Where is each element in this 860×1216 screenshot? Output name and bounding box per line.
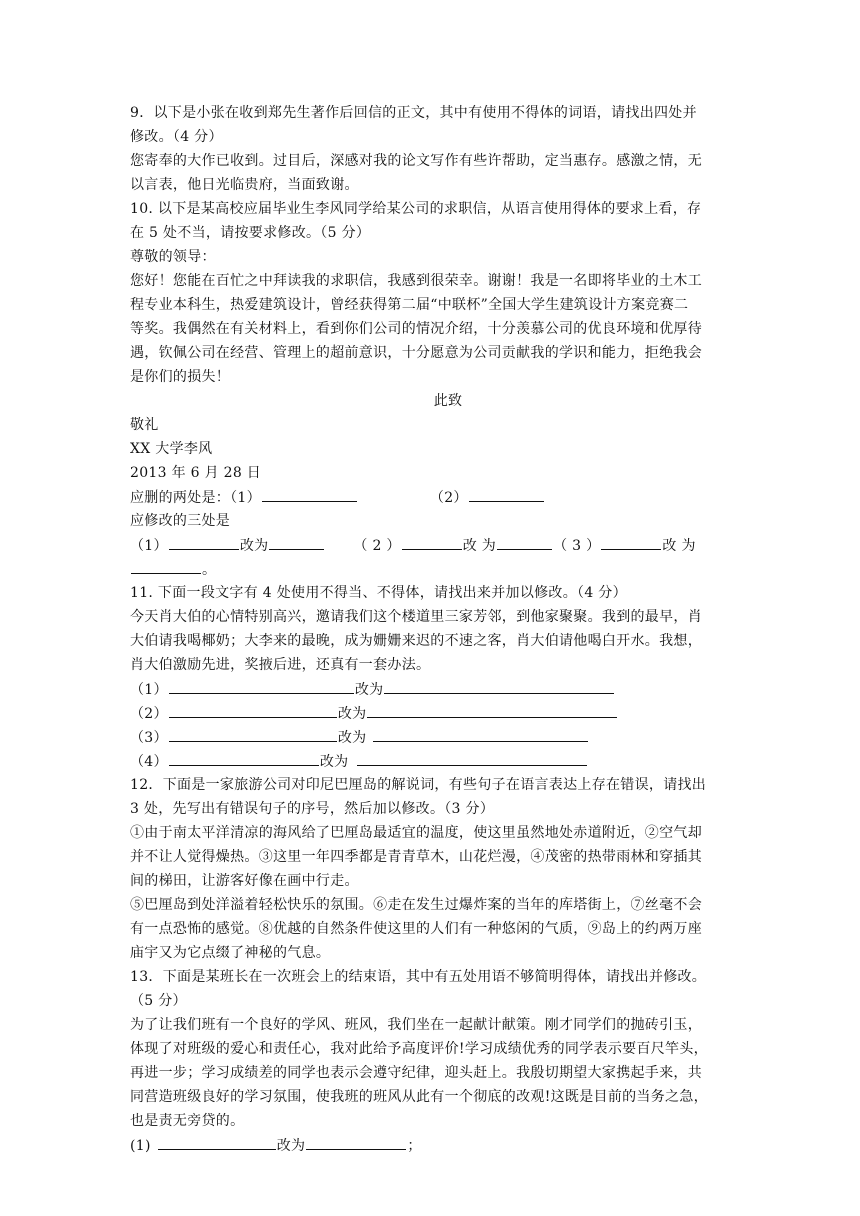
modify-answer-row-cont — [130, 557, 730, 581]
answer-blank[interactable] — [469, 485, 544, 502]
answer-blank[interactable] — [306, 1133, 406, 1150]
question-12-text: 间的梯田，让游客好像在画中行走。 — [130, 873, 359, 889]
answer-blank[interactable] — [169, 533, 239, 550]
answer-blank[interactable] — [169, 701, 337, 718]
letter-signature: XX 大学李风 — [130, 441, 213, 457]
answer-number: (1) — [130, 1138, 151, 1154]
answer-blank[interactable] — [601, 533, 661, 550]
question-12-text: ⑤巴厘岛到处洋溢着轻松快乐的氛围。⑥走在发生过爆炸案的当年的库塔街上，⑦丝毫不会 — [130, 897, 702, 913]
answer-blank[interactable] — [169, 677, 354, 694]
answer-row-3 — [130, 725, 730, 749]
modify-number-3: （ 3 ） — [553, 538, 601, 554]
answer-to: 改为 — [319, 754, 349, 770]
answer-row-2 — [130, 701, 730, 725]
question-12 — [130, 773, 730, 965]
question-10-title: 10. 以下是某高校应届毕业生李风同学给某公司的求职信，从语言使用得体的要求上看，存 — [130, 201, 702, 217]
question-11-title: 11. 下面一段文字有 4 处使用不得当、不得体，请找出来并加以修改。（4 分） — [130, 585, 627, 601]
modify-number-2: （ 2 ） — [353, 538, 401, 554]
modify-number-1: （1） — [130, 538, 168, 554]
answer-row-1 — [130, 1133, 730, 1157]
answer-blank[interactable] — [169, 749, 319, 766]
exam-page — [130, 101, 730, 1157]
question-9 — [130, 101, 730, 197]
question-11-text: 大伯请我喝椰奶；大李来的最晚，成为姗姗来迟的不速之客，肖大伯请他喝白开水。我想， — [130, 633, 702, 649]
end-mark: 。 — [202, 562, 217, 578]
answer-to: 改为 — [276, 1138, 306, 1154]
answer-blank[interactable] — [262, 485, 357, 502]
delete-label: 应删的两处是：（1） — [130, 490, 261, 506]
question-9-text: 您寄奉的大作已收到。过目后，深感对我的论文写作有些许帮助，定当惠存。感激之情，无 — [130, 153, 702, 169]
letter-body-line: 您好！您能在百忙之中拜读我的求职信，我感到很荣幸。谢谢！我是一名即将毕业的土木工 — [130, 273, 702, 289]
answer-number: （3） — [130, 730, 168, 746]
modify-answer-row — [130, 533, 730, 557]
question-9-title-cont: 修改。（4 分） — [130, 129, 223, 145]
modify-to-2: 改 为 — [462, 538, 497, 554]
question-11-text: 肖大伯激励先进，奖掖后进，还真有一套办法。 — [130, 657, 431, 673]
answer-blank[interactable] — [402, 533, 462, 550]
question-10 — [130, 197, 730, 581]
answer-to: 改为 — [354, 682, 384, 698]
question-13-text: 也是责无旁贷的。 — [130, 1113, 245, 1129]
letter-closing-1: 此致 — [433, 393, 463, 409]
question-12-title: 12．下面是一家旅游公司对印尼巴厘岛的解说词，有些句子在语言表达上存在错误，请找出 — [130, 777, 707, 793]
question-12-title-cont: 3 处，先写出有错误句子的序号，然后加以修改。（3 分） — [130, 801, 495, 817]
question-13-title: 13．下面是某班长在一次班会上的结束语，其中有五处用语不够简明得体，请找出并修改。 — [130, 969, 707, 985]
question-13-text: 再进一步；学习成绩差的同学也表示会遵守纪律，迎头赶上。我殷切期望大家携起手来，共 — [130, 1065, 702, 1081]
question-13-text: 为了让我们班有一个良好的学风、班风，我们坐在一起献计献策。刚才同学们的抛砖引玉， — [130, 1017, 702, 1033]
question-10-title-cont: 在 5 处不当，请按要求修改。（5 分） — [130, 225, 371, 241]
question-13-text: 体现了对班级的爱心和责任心，我对此给予高度评价!学习成绩优秀的同学表示要百尺竿头， — [130, 1041, 708, 1057]
letter-body-line: 程专业本科生，热爱建筑设计，曾经获得第二届“中联杯”全国大学生建筑设计方案竞赛二 — [130, 297, 689, 313]
question-11 — [130, 581, 730, 773]
answer-number: （2） — [130, 706, 168, 722]
question-12-text: ①由于南太平洋清凉的海风给了巴厘岛最适宜的温度，使这里虽然地处赤道附近，②空气却 — [130, 825, 702, 841]
modify-to-3: 改 为 — [662, 538, 696, 554]
answer-blank[interactable] — [367, 701, 617, 718]
answer-blank[interactable] — [373, 725, 588, 742]
delete-answer-row — [130, 485, 730, 509]
letter-body-line: 是你们的损失！ — [130, 369, 231, 385]
question-9-text-cont: 以言表，他日光临贵府，当面致谢。 — [130, 177, 359, 193]
question-12-text: 并不让人觉得燥热。③这里一年四季都是青青草木，山花烂漫，④茂密的热带雨林和穿插其 — [130, 849, 702, 865]
question-11-text: 今天肖大伯的心情特别高兴，邀请我们这个楼道里三家芳邻，到他家聚聚。我到的最早，肖 — [130, 609, 702, 625]
letter-closing-2: 敬礼 — [130, 417, 159, 433]
modify-to-1: 改为 — [239, 538, 269, 554]
answer-row-4 — [130, 749, 730, 773]
question-12-text: 庙宇又为它点缀了神秘的气息。 — [130, 945, 331, 961]
letter-salutation: 尊敬的领导： — [130, 249, 216, 265]
delete-label-2: （2） — [429, 490, 468, 506]
answer-blank[interactable] — [384, 677, 614, 694]
answer-blank[interactable] — [169, 725, 337, 742]
answer-end: ； — [407, 1138, 422, 1154]
question-12-text: 有一点恐怖的感觉。⑧优越的自然条件使这里的人们有一种悠闲的气质，⑨岛上的约两万座 — [130, 921, 702, 937]
answer-number: （4） — [130, 754, 168, 770]
question-13 — [130, 965, 730, 1157]
answer-blank[interactable] — [131, 557, 201, 574]
letter-body-line: 遇，钦佩公司在经营、管理上的超前意识，十分愿意为公司贡献我的学识和能力，拒绝我会 — [130, 345, 702, 361]
answer-to: 改为 — [337, 730, 367, 746]
letter-body-line: 等奖。我偶然在有关材料上，看到你们公司的情况介绍，十分羡慕公司的优良环境和优厚待 — [130, 321, 702, 337]
letter-date: 2013 年 6 月 28 日 — [130, 465, 262, 481]
answer-number: （1） — [130, 682, 168, 698]
answer-to: 改为 — [337, 706, 367, 722]
question-13-title-cont: （5 分） — [130, 993, 187, 1009]
answer-blank[interactable] — [357, 749, 587, 766]
modify-label: 应修改的三处是 — [130, 513, 231, 529]
answer-blank[interactable] — [158, 1133, 276, 1150]
question-13-text: 同营造班级良好的学习氛围，使我班的班风从此有一个彻底的改观!这既是目前的当务之急， — [130, 1089, 708, 1105]
answer-blank[interactable] — [269, 533, 324, 550]
question-9-title: 9．以下是小张在收到郑先生著作后回信的正文，其中有使用不得体的词语，请找出四处并 — [130, 105, 697, 121]
answer-blank[interactable] — [497, 533, 552, 550]
answer-row-1 — [130, 677, 730, 701]
